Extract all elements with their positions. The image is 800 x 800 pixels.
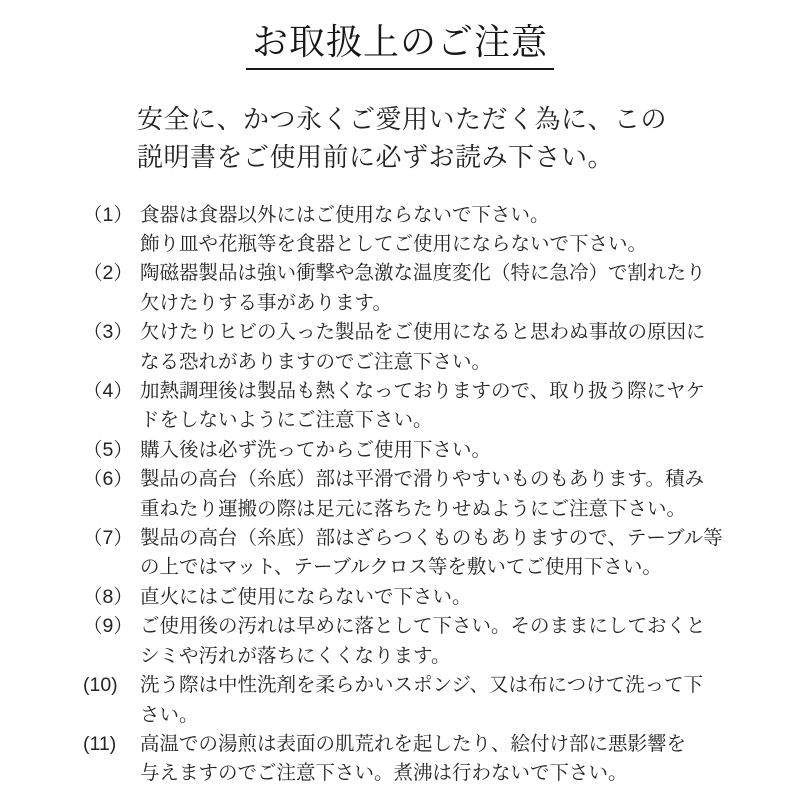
list-item <box>83 318 760 377</box>
item-number: （2） <box>83 262 133 285</box>
item-text <box>140 524 760 583</box>
intro-paragraph <box>137 100 800 176</box>
item-line: 欠けたりヒビの入った製品をご使用になると思わぬ事故の原因に <box>140 321 706 344</box>
item-line: さい。 <box>140 703 199 726</box>
item-number: （1） <box>83 203 133 226</box>
item-text <box>140 259 760 318</box>
item-number: （6） <box>83 468 133 491</box>
item-text <box>140 436 760 465</box>
item-line: 高温での湯煎は表面の肌荒れを起したり、絵付け部に悪影響を <box>140 732 687 755</box>
item-line: なる恐れがありますのでご注意下さい。 <box>140 350 492 373</box>
item-line: 製品の高台（糸底）部はざらつくものもありますので、テーブル等 <box>140 527 723 550</box>
intro-line-1: 安全に、かつ永くご愛用いただく為に、この <box>137 103 668 134</box>
item-text <box>140 377 760 436</box>
item-line: シミや汚れが落ちにくくなります。 <box>140 644 451 667</box>
item-text <box>140 612 760 671</box>
item-line: 直火にはご使用にならないで下さい。 <box>140 585 472 608</box>
item-text <box>140 671 760 730</box>
item-number: （8） <box>83 585 133 608</box>
list-item <box>83 583 760 612</box>
item-line: 洗う際は中性洗剤を柔らかいスポンジ、又は布につけて洗って下 <box>140 674 704 697</box>
list-item <box>83 730 760 789</box>
precautions-list <box>0 201 800 789</box>
item-line: 与えますのでご注意下さい。煮沸は行わないで下さい。 <box>140 762 628 785</box>
item-line: の上ではマット、テーブルクロス等を敷いてご使用下さい。 <box>140 556 662 579</box>
list-item <box>83 259 760 318</box>
item-line: 陶磁器製品は強い衝撃や急激な温度変化（特に急冷）で割れたり <box>140 262 706 285</box>
item-line: 食器は食器以外にはご使用ならないで下さい。 <box>140 203 550 226</box>
item-text <box>140 730 760 789</box>
item-text <box>140 465 760 524</box>
item-line: 重ねたり運搬の際は足元に落ちたりせぬようにご注意下さい。 <box>140 497 687 520</box>
item-text <box>140 318 760 377</box>
list-item <box>83 671 760 730</box>
list-item <box>83 436 760 465</box>
item-line: 製品の高台（糸底）部は平滑で滑りやすいものもあります。積み <box>140 468 704 491</box>
item-line: 飾り皿や花瓶等を食器としてご使用にならないで下さい。 <box>140 233 648 255</box>
item-number: （7） <box>83 527 133 550</box>
item-number: (10) <box>83 674 118 697</box>
list-item <box>83 377 760 436</box>
item-text <box>140 583 760 612</box>
item-number: (11) <box>83 732 117 755</box>
item-line: 欠けたりする事があります。 <box>140 291 392 314</box>
item-line: ご使用後の汚れは早めに落として下さい。そのままにしておくと <box>140 615 706 638</box>
item-number: （3） <box>83 321 133 344</box>
item-line: ドをしないようにご注意下さい。 <box>140 409 433 432</box>
item-text <box>140 201 760 260</box>
item-number: （4） <box>83 380 133 403</box>
list-item <box>83 201 760 260</box>
list-item <box>83 612 760 671</box>
intro-line-2: 説明書をご使用前に必ずお読み下さい。 <box>137 141 615 172</box>
item-line: 購入後は必ず洗ってからご使用下さい。 <box>140 438 492 461</box>
list-item <box>83 465 760 524</box>
item-line: 加熱調理後は製品も熱くなっておりますので、取り扱う際にヤケ <box>140 380 706 403</box>
page-title: お取扱上のご注意 <box>246 22 554 70</box>
item-number: （5） <box>83 438 133 461</box>
item-number: （9） <box>83 615 133 638</box>
title-container <box>0 0 800 70</box>
list-item <box>83 524 760 583</box>
